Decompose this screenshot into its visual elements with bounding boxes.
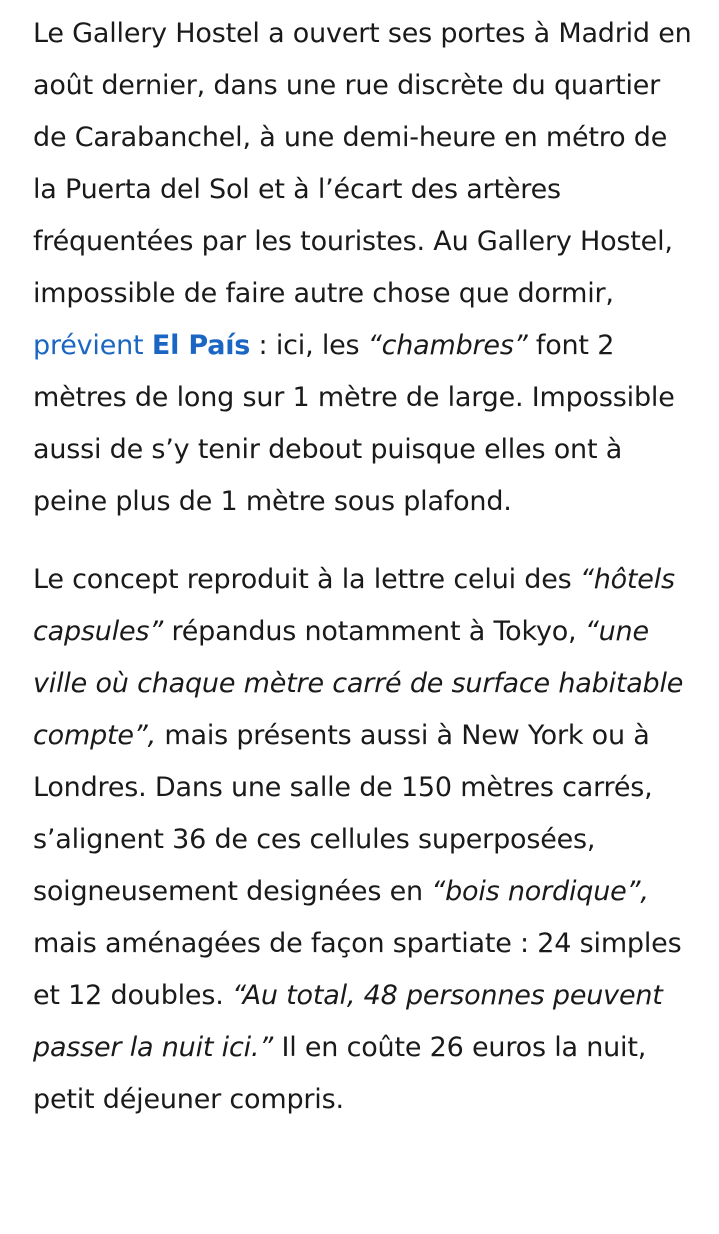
paragraph-2-text-3: mais présents aussi à New York ou à Londres. Dans une salle de 150 mètres carrés, s’alignent 36 de ces cellules superposées, soigneusement designées en <box>33 720 653 907</box>
source-name-link[interactable]: El País <box>151 330 251 361</box>
article-paragraph-1 <box>33 8 693 528</box>
paragraph-1-text-2: : ici, les <box>250 330 368 361</box>
paragraph-2-quote-2: “une ville où chaque mètre carré de surface habitable compte”, <box>33 616 684 751</box>
paragraph-2-quote-3: “bois nordique”, <box>431 876 649 907</box>
paragraph-2-text-5: Il en coûte 26 euros la nuit, petit déjeuner compris. <box>33 1032 647 1115</box>
article-body <box>33 8 693 1126</box>
paragraph-2-text-2: répandus notamment à Tokyo, <box>163 616 585 647</box>
paragraph-2-quote-4: “Au total, 48 personnes peuvent passer la nuit ici.” <box>33 980 663 1063</box>
paragraph-1-text-3: font 2 mètres de long sur 1 mètre de large. Impossible aussi de s’y tenir debout puisque elles ont à peine plus de 1 mètre sous plafond. <box>33 330 675 517</box>
article-paragraph-2 <box>33 554 693 1126</box>
paragraph-2-text-4: mais aménagées de façon spartiate : 24 simples et 12 doubles. <box>33 928 682 1011</box>
paragraph-2-quote-1: “hôtels capsules” <box>33 564 675 647</box>
source-link[interactable]: prévient <box>33 330 144 361</box>
paragraph-2-text-1: Le concept reproduit à la lettre celui des <box>33 564 580 595</box>
paragraph-1-text-1: Le Gallery Hostel a ouvert ses portes à Madrid en août dernier, dans une rue discrète du quartier de Carabanchel, à une demi-heure en métro de la Puerta del Sol et à l’écart des artères fréquentées par les touristes. Au Gallery Hostel, impossible de faire autre chose que dormir, <box>33 18 692 309</box>
paragraph-1-quote-1: “chambres” <box>367 330 528 361</box>
